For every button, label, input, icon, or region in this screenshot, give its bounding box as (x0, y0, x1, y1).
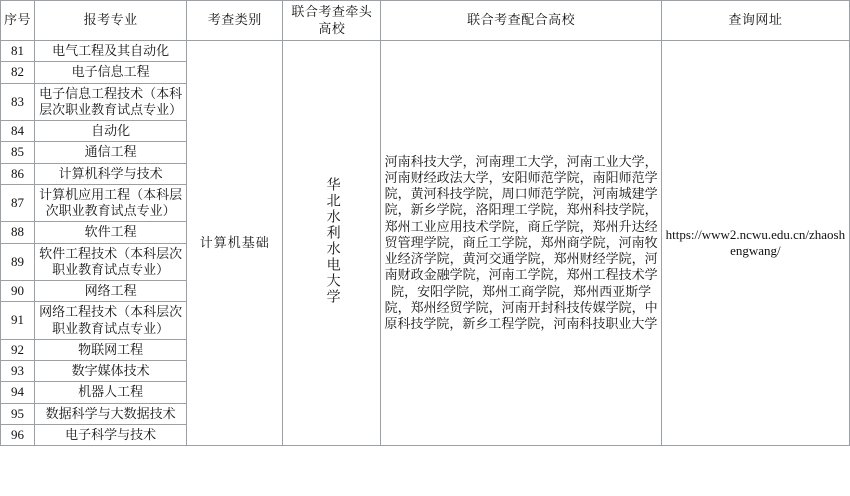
cell-major: 数据科学与大数据技术 (35, 403, 187, 424)
table-header (1, 1, 850, 41)
column-header-exam-type: 考查类别 (187, 1, 283, 41)
cell-seq: 87 (1, 184, 35, 222)
cell-major: 通信工程 (35, 142, 187, 163)
cell-seq: 86 (1, 163, 35, 184)
cell-major: 计算机应用工程（本科层次职业教育试点专业） (35, 184, 187, 222)
column-header-join-schools: 联合考查配合高校 (381, 1, 661, 41)
cell-seq: 96 (1, 424, 35, 445)
cell-join-schools: 河南科技大学，河南理工大学，河南工业大学，河南财经政法大学，安阳师范学院，南阳师范学院，黄河科技学院，周口师范学院，河南城建学院，新乡学院，洛阳理工学院，郑州科技学院，郑州工业应用技术学院，商丘学院，郑州升达经贸管理学院，商丘工学院，郑州商学院，河南牧业经济学院，黄河交通学院，郑州财经学院，河南财政金融学院，河南工学院，郑州工程技术学院，安阳学院，郑州工商学院，郑州西亚斯学院，郑州经贸学院，河南开封科技传媒学院，中原科技学院，新乡工程学院，河南科技职业大学 (381, 41, 661, 446)
table-row (1, 41, 850, 62)
lead-school-label: 华北水利水电大学 (324, 176, 340, 305)
cell-seq: 89 (1, 243, 35, 281)
table-body (1, 41, 850, 446)
cell-seq: 82 (1, 62, 35, 83)
cell-exam-type: 计算机基础 (187, 41, 283, 446)
cell-major: 网络工程技术（本科层次职业教育试点专业） (35, 302, 187, 340)
cell-seq: 95 (1, 403, 35, 424)
cell-major: 自动化 (35, 121, 187, 142)
cell-seq: 85 (1, 142, 35, 163)
cell-major: 数字媒体技术 (35, 361, 187, 382)
cell-major: 电子科学与技术 (35, 424, 187, 445)
cell-seq: 81 (1, 41, 35, 62)
cell-seq: 94 (1, 382, 35, 403)
cell-major: 软件工程技术（本科层次职业教育试点专业） (35, 243, 187, 281)
cell-seq: 93 (1, 361, 35, 382)
cell-seq: 91 (1, 302, 35, 340)
cell-major: 网络工程 (35, 281, 187, 302)
cell-seq: 88 (1, 222, 35, 243)
column-header-lead-school: 联合考查牵头高校 (283, 1, 381, 41)
cell-major: 机器人工程 (35, 382, 187, 403)
cell-major: 计算机科学与技术 (35, 163, 187, 184)
cell-seq: 90 (1, 281, 35, 302)
cell-major: 软件工程 (35, 222, 187, 243)
column-header-major: 报考专业 (35, 1, 187, 41)
cell-seq: 83 (1, 83, 35, 121)
cell-seq: 92 (1, 339, 35, 360)
column-header-seq: 序号 (1, 1, 35, 41)
cell-major: 物联网工程 (35, 339, 187, 360)
cell-major: 电气工程及其自动化 (35, 41, 187, 62)
cell-query-url[interactable]: https://www2.ncwu.edu.cn/zhaoshengwang/ (661, 41, 849, 446)
cell-major: 电子信息工程技术（本科层次职业教育试点专业） (35, 83, 187, 121)
table-header-row (1, 1, 850, 41)
column-header-url: 查询网址 (661, 1, 849, 41)
cell-lead-school (283, 41, 381, 446)
cell-major: 电子信息工程 (35, 62, 187, 83)
cell-seq: 84 (1, 121, 35, 142)
